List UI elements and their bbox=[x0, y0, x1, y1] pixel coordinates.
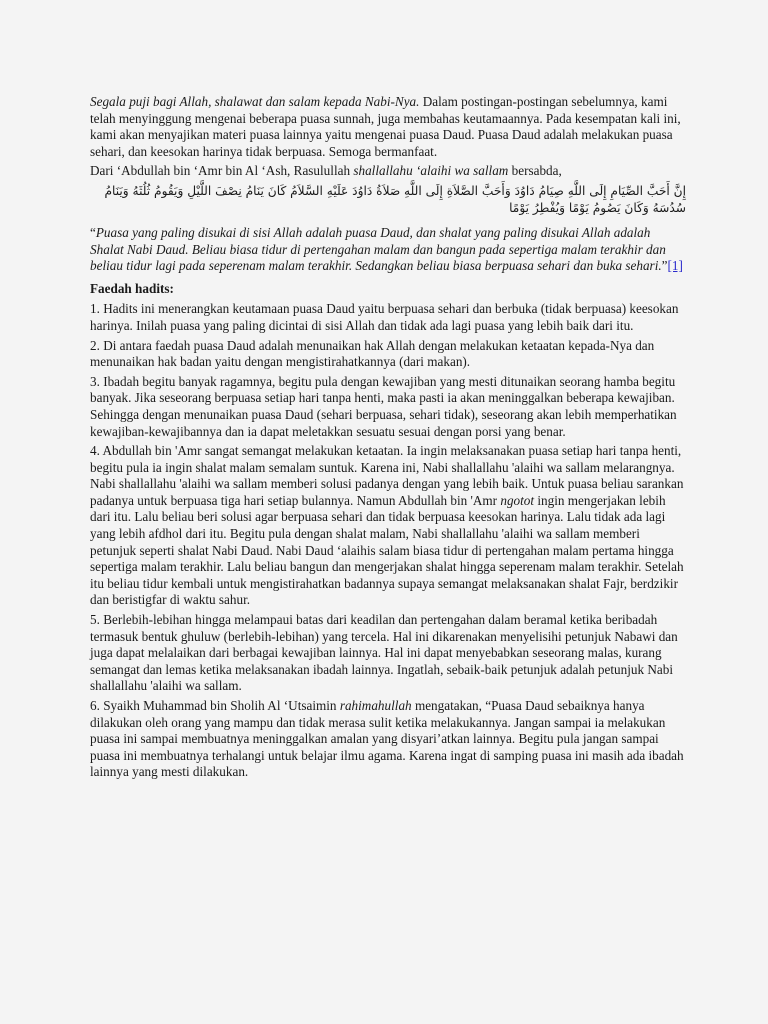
point-5: 5. Berlebih-lebihan hingga melampaui batas dari keadilan dan pertengahan dalam beramal ketika beribadah termasuk bentuk ghuluw (berlebih-lebihan) yang tercela. Hal ini dikarenakan menyelisihi petunjuk Nabawi dan juga dapat melalaikan dari berbagai kewajiban lainnya. Hal ini dapat menyebabkan seseorang malas, kurang semangat dan lemas ketika melaksanakan ibadah lainnya. Ingatlah, sebaik-baik petunjuk adalah petunjuk Nabi shallallahu 'alaihi wa sallam. bbox=[90, 612, 678, 694]
narration-pre: Dari ‘Abdullah bin ‘Amr bin Al ‘Ash, Rasulullah bbox=[90, 163, 354, 179]
point-4 bbox=[90, 443, 686, 609]
intro-lead: Segala puji bagi Allah, shalawat dan salam kepada Nabi-Nya. bbox=[90, 94, 420, 109]
point-6-italic: rahimahullah bbox=[339, 698, 412, 713]
point-1: 1. Hadits ini menerangkan keutamaan puasa Daud yaitu berpuasa sehari dan berbuka (tidak berpuasa) keesokan harinya. Inilah puasa yang paling dicintai di sisi Allah dan tidak ada lagi puasa yang lebih baik dari itu. bbox=[90, 301, 679, 333]
point-6 bbox=[90, 698, 686, 781]
arabic-hadith: إِنَّ أَحَبَّ الصِّيَامِ إِلَى اللَّهِ صِيَامُ دَاوُدَ وَأَحَبَّ الصَّلاَةِ إِلَى اللَّهِ صَلاَةُ دَاوُدَ عَلَيْهِ السَّلاَمُ كَانَ يَنَامُ نِصْفَ اللَّيْلِ وَيَقُومُ ثُلُثَهُ وَيَنَامُ سُدُسَهُ وَكَانَ يَصُومُ يَوْمًا وَيُفْطِرُ يَوْمًا bbox=[104, 183, 686, 215]
point-4-part-a: 4. Abdullah bin 'Amr sangat semangat melakukan ketaatan. Ia ingin melaksanakan puasa setiap hari tanpa henti, begitu pula ia ingin shalat malam semalam suntuk. Karena ini, Nabi shallallahu 'alaihi wa sallam melarangnya. Nabi shallallahu 'alaihi wa sallam memberi solusi padanya dengan yang lebih baik. Untuk puasa beliau sarankan padanya untuk berpuasa tiga hari setiap bulannya. Namun Abdullah bin 'Amr bbox=[90, 443, 684, 508]
faedah-heading: Faedah hadits: bbox=[90, 280, 174, 296]
document-body bbox=[90, 94, 686, 784]
narration-post: bersabda, bbox=[508, 163, 562, 179]
close-quote: ” bbox=[661, 258, 668, 274]
intro-text: Dalam postingan-postingan sebelumnya, kami telah menyinggung mengenai beberapa puasa sunnah, juga membahas keutamaannya. Pada kesempatan kali ini, kami akan menyajikan materi puasa lainnya yaitu mengenai puasa Daud. Puasa Daud adalah melakukan puasa sehari, dan keesokan harinya tidak berpuasa. Semoga bermanfaat. bbox=[90, 94, 681, 159]
intro-paragraph bbox=[90, 94, 686, 160]
narration-line bbox=[90, 163, 686, 180]
hadith-translation bbox=[90, 225, 686, 275]
point-4-italic: ngotot bbox=[500, 492, 535, 508]
point-4-part-b: ingin mengerjakan lebih dari itu. Lalu beliau beri solusi agar berpuasa sehari dan tidak berpuasa keesokan harinya. Lalu tidak ada lagi yang lebih afdhol dari itu. Begitu pula dengan shalat malam, Nabi shallallahu 'alaihi wa sallam memberi petunjuk seperti shalat Nabi Daud. Nabi Daud ‘alaihis salam biasa tidur di pertengahan malam pertama hingga sepertiga malam terakhir. Lalu beliau bangun dan mengerjakan shalat hingga seperenam malam terakhir. Setelah itu beliau tidur kembali untuk mengistirahatkan badannya supaya semangat melaksanakan shalat Fajr, berdzikir dan beristigfar di waktu sahur. bbox=[90, 492, 684, 608]
point-3: 3. Ibadah begitu banyak ragamnya, begitu pula dengan kewajiban yang mesti ditunaikan seorang hamba begitu banyak. Jika seseorang berpuasa setiap hari tanpa henti, maka pasti ia akan meninggalkan beberapa kewajiban. Sehingga dengan menunaikan puasa Daud (sehari berpuasa, sehari tidak), seseorang akan lebih memperhatikan kewajiban-kewajibannya dan ia dapat meletakkan sesuatu sesuai dengan porsi yang benar. bbox=[90, 373, 677, 439]
footnote-link[interactable]: [1] bbox=[667, 258, 683, 274]
point-6-part-a: 6. Syaikh Muhammad bin Sholih Al ‘Utsaimin bbox=[90, 698, 340, 713]
narration-salutation: shallallahu ‘alaihi wa sallam bbox=[353, 163, 509, 179]
open-quote: “ bbox=[90, 224, 96, 240]
translation-text: Puasa yang paling disukai di sisi Allah adalah puasa Daud, dan shalat yang paling disukai Allah adalah Shalat Nabi Daud. Beliau biasa tidur di pertengahan malam dan bangun pada sepertiga malam terakhir dan beliau tidur lagi pada seperenam malam terakhir. Sedangkan beliau biasa berpuasa sehari dan buka sehari. bbox=[90, 224, 666, 274]
point-6-part-b: mengatakan, “Puasa Daud sebaiknya hanya dilakukan oleh orang yang mampu dan tidak merasa sulit ketika melakukannya. Jangan sampai ia melakukan puasa ini sampai membuatnya meninggalkan amalan yang disyari’atkan lainnya. Begitu pula jangan sampai puasa ini membuatnya terhalangi untuk belajar ilmu agama. Karena ingat di samping puasa ini masih ada ibadah lainnya yang mesti dilakukan. bbox=[90, 698, 684, 780]
point-2: 2. Di antara faedah puasa Daud adalah menunaikan hak Allah dengan melakukan ketaatan kepada-Nya dan menunaikan hak badan yaitu dengan mengistirahatkannya (dari makan). bbox=[90, 337, 655, 370]
